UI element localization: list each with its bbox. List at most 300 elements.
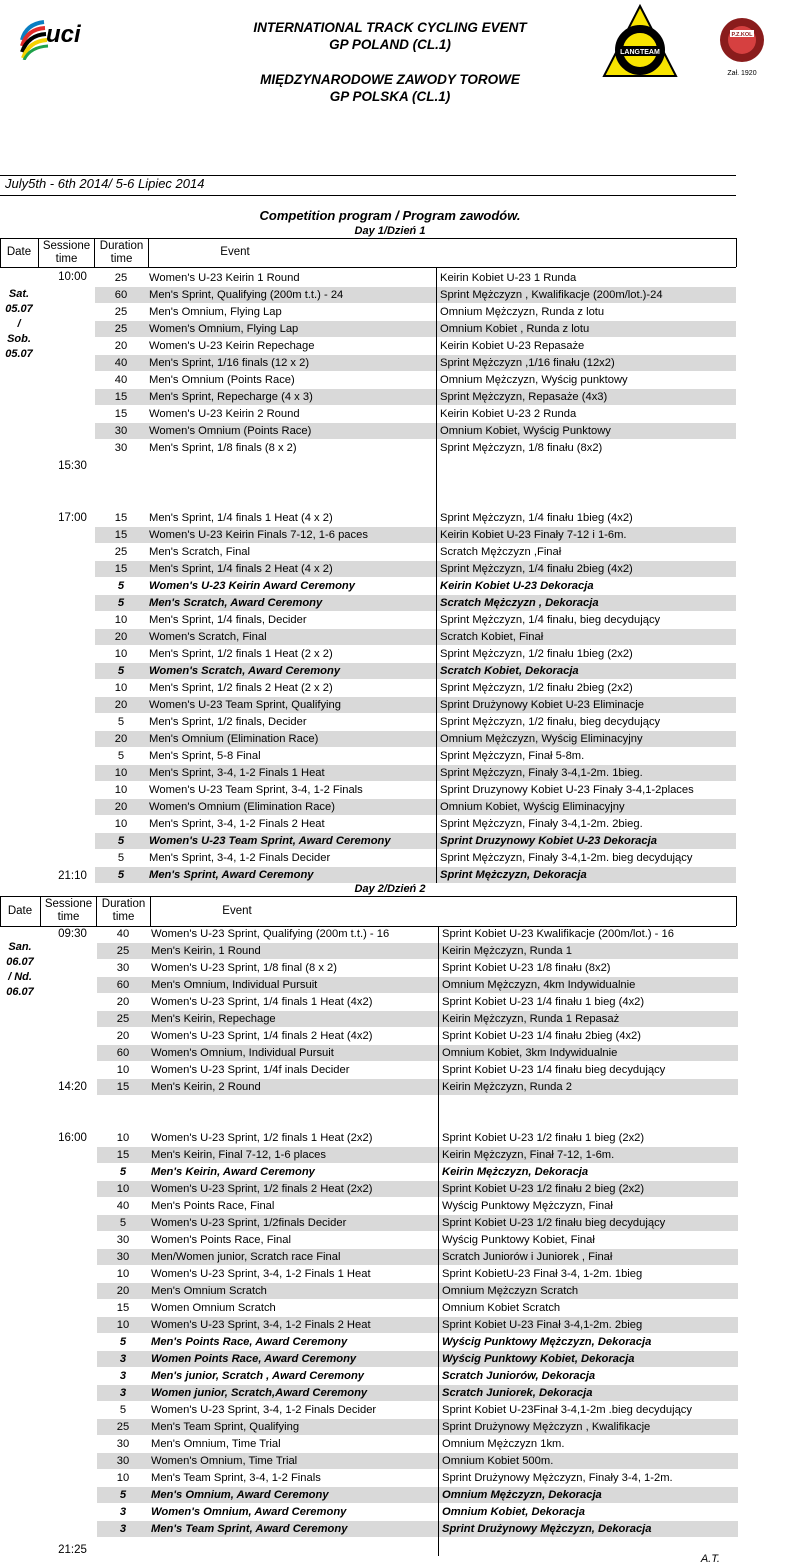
event-duration: 15 — [114, 529, 128, 541]
day2-date-label: San. 06.07 / Nd. 06.07 — [6, 941, 34, 998]
column-divider — [438, 1266, 439, 1282]
event-row — [97, 1181, 738, 1197]
column-divider — [436, 321, 437, 337]
event-name-en: Women's U-23 Keirin Repechage — [149, 340, 315, 352]
event-duration: 10 — [114, 818, 128, 830]
event-name-pl: Omnium Kobiet, Wyścig Punktowy — [440, 425, 611, 437]
day2-time-break: 14:20 — [58, 1081, 87, 1093]
event-name-en: Men's Omnium (Elimination Race) — [149, 733, 319, 745]
event-name-pl: Sprint Mężczyzn, 1/4 finału, bieg decydujący — [440, 614, 661, 626]
event-duration: 10 — [114, 682, 128, 694]
column-divider — [436, 697, 437, 713]
event-name-en: Men's Keirin, Final 7-12, 1-6 places — [151, 1149, 327, 1161]
event-name-en: Men's Omnium Scratch — [151, 1285, 267, 1297]
event-name-en: Women's Omnium, Award Ceremony — [151, 1506, 347, 1518]
event-duration: 20 — [114, 699, 128, 711]
event-row — [95, 527, 736, 543]
event-row — [95, 782, 736, 798]
event-name-en: Women's U-23 Sprint, 1/2 finals 1 Heat (2x2) — [151, 1132, 373, 1144]
column-divider — [438, 1062, 439, 1078]
column-divider — [436, 680, 437, 696]
event-name-pl: Scratch Kobiet, Dekoracja — [440, 665, 579, 677]
svg-text:Zał. 1920: Zał. 1920 — [727, 70, 757, 77]
event-name-pl: Keirin Kobiet U-23 Dekoracja — [440, 580, 594, 592]
event-row — [97, 1334, 738, 1350]
column-divider — [438, 1045, 439, 1061]
day1-col-session: Sessione time — [42, 240, 91, 265]
event-row — [97, 1164, 738, 1180]
day1-col-date: Date — [6, 246, 32, 258]
event-name-pl: Omnium Mężczyzn, 4km Indywidualnie — [442, 979, 636, 991]
event-name-pl: Sprint Kobiet U-23 Kwalifikacje (200m/lot.) - 16 — [442, 928, 674, 940]
svg-text:LANGTEAM: LANGTEAM — [620, 49, 660, 56]
day1-title: Day 1/Dzień 1 — [354, 225, 426, 237]
event-row — [95, 765, 736, 781]
event-name-en: Women's U-23 Sprint, 1/4f inals Decider — [151, 1064, 350, 1076]
event-duration: 30 — [116, 1438, 130, 1450]
event-name-en: Women's U-23 Sprint, Qualifying (200m t.t.) - 16 — [151, 928, 390, 940]
event-row — [97, 1045, 738, 1061]
column-divider — [438, 1215, 439, 1231]
event-name-en: Women's U-23 Keirin 2 Round — [149, 408, 300, 420]
event-row — [95, 697, 736, 713]
event-name-en: Men's Sprint, 1/4 finals, Decider — [149, 614, 307, 626]
event-name-en: Women's Omnium (Points Race) — [149, 425, 312, 437]
event-name-pl: Keirin Kobiet U-23 Repasaże — [440, 340, 585, 352]
event-duration: 40 — [114, 357, 128, 369]
day1-vline-4 — [736, 238, 737, 267]
event-name-pl: Keirin Mężczyzn, Runda 2 — [442, 1081, 572, 1093]
column-divider — [438, 1011, 439, 1027]
event-duration: 10 — [116, 1064, 130, 1076]
pzkol-logo — [718, 8, 766, 82]
event-name-en: Men's Scratch, Final — [149, 546, 250, 558]
event-name-pl: Scratch Mężczyzn ,Finał — [440, 546, 562, 558]
event-row — [95, 270, 736, 286]
column-divider — [438, 1436, 439, 1452]
event-duration: 3 — [119, 1387, 127, 1399]
column-divider — [436, 850, 437, 866]
event-name-en: Women's Omnium, Individual Pursuit — [151, 1047, 334, 1059]
event-duration: 5 — [117, 852, 125, 864]
event-row — [95, 561, 736, 577]
event-duration: 10 — [116, 1268, 130, 1280]
event-row — [95, 799, 736, 815]
event-name-en: Men's Keirin, 1 Round — [151, 945, 261, 957]
event-name-pl: Sprint Kobiet U-23 Finał 3-4,1-2m. 2bieg — [442, 1319, 643, 1331]
event-duration: 20 — [116, 1285, 130, 1297]
day2-col-event: Event — [222, 905, 252, 917]
event-name-pl: Sprint Mężczyzn, Finały 3-4,1-2m. 2bieg. — [440, 818, 643, 830]
event-name-pl: Scratch Juniorów, Dekoracja — [442, 1370, 596, 1382]
column-divider — [438, 1147, 439, 1163]
column-divider — [436, 765, 437, 781]
event-name-en: Men's Team Sprint, 3-4, 1-2 Finals — [151, 1472, 321, 1484]
event-duration: 5 — [119, 1489, 127, 1501]
event-name-pl: Sprint Kobiet U-23 1/2 finału 1 bieg (2x2) — [442, 1132, 645, 1144]
column-divider — [438, 1300, 439, 1316]
column-divider — [436, 578, 437, 594]
day1-col-duration: Duration time — [99, 240, 144, 265]
event-duration: 40 — [116, 928, 130, 940]
column-divider — [438, 943, 439, 959]
event-name-en: Men's Scratch, Award Ceremony — [149, 597, 323, 609]
event-row — [95, 321, 736, 337]
event-name-en: Men's Omnium, Time Trial — [151, 1438, 281, 1450]
day2-vline-4 — [736, 896, 737, 926]
event-name-en: Men's Sprint, 1/2 finals 1 Heat (2 x 2) — [149, 648, 333, 660]
event-name-en: Women Points Race, Award Ceremony — [151, 1353, 357, 1365]
event-duration: 15 — [114, 563, 128, 575]
column-divider — [436, 423, 437, 439]
event-duration: 3 — [119, 1523, 127, 1535]
event-name-pl: Sprint Mężczyzn, Finały 3-4,1-2m. bieg decydujący — [440, 852, 693, 864]
event-name-en: Women's Scratch, Final — [149, 631, 267, 643]
program-title: Competition program / Program zawodów. — [259, 208, 521, 223]
event-name-en: Women's Omnium, Time Trial — [151, 1455, 298, 1467]
event-name-en: Men's Omnium, Award Ceremony — [151, 1489, 329, 1501]
event-row — [97, 1436, 738, 1452]
day1-vline-3 — [148, 238, 149, 267]
event-duration: 20 — [116, 1030, 130, 1042]
event-row — [97, 1453, 738, 1469]
event-name-pl: Omnium Mężczyzn, Wyścig Eliminacyjny — [440, 733, 643, 745]
event-row — [95, 646, 736, 662]
event-name-pl: Sprint Mężczyzn, 1/2 finału 2bieg (2x2) — [440, 682, 633, 694]
event-duration: 15 — [116, 1302, 130, 1314]
event-duration: 5 — [119, 1217, 127, 1229]
column-divider — [436, 355, 437, 371]
footer-initials: A.T. — [700, 1553, 720, 1565]
column-divider — [436, 748, 437, 764]
event-name-en: Women's U-23 Sprint, 1/8 final (8 x 2) — [151, 962, 337, 974]
column-divider — [436, 440, 437, 456]
event-duration: 15 — [114, 512, 128, 524]
column-divider — [438, 1368, 439, 1384]
column-divider — [438, 1470, 439, 1486]
langteam-logo — [602, 4, 678, 80]
event-name-en: Men's Sprint, 5-8 Final — [149, 750, 261, 762]
event-name-pl: Sprint Kobiet U-23 1/2 finału bieg decydujący — [442, 1217, 666, 1229]
column-divider — [438, 977, 439, 993]
event-duration: 3 — [119, 1370, 127, 1382]
event-name-en: Women's Scratch, Award Ceremony — [149, 665, 341, 677]
event-row — [95, 748, 736, 764]
event-name-en: Men's Sprint, Qualifying (200m t.t.) - 24 — [149, 289, 344, 301]
column-divider — [438, 1249, 439, 1265]
column-divider — [438, 1079, 439, 1095]
event-name-pl: Omnium Mężczyzn, Wyścig punktowy — [440, 374, 628, 386]
event-duration: 25 — [116, 945, 130, 957]
event-name-pl: Sprint Mężczyzn, 1/2 finału 1bieg (2x2) — [440, 648, 633, 660]
event-name-en: Women's U-23 Sprint, 3-4, 1-2 Finals 1 Heat — [151, 1268, 371, 1280]
event-row — [95, 595, 736, 611]
event-name-en: Men's junior, Scratch , Award Ceremony — [151, 1370, 364, 1382]
event-name-en: Men's Sprint, Repecharge (4 x 3) — [149, 391, 313, 403]
day2-vline-3 — [150, 896, 151, 926]
event-row — [97, 1062, 738, 1078]
event-name-pl: Scratch Juniorek, Dekoracja — [442, 1387, 593, 1399]
event-name-pl: Omnium Kobiet , Runda z lotu — [440, 323, 590, 335]
column-divider — [436, 612, 437, 628]
event-duration: 25 — [114, 546, 128, 558]
event-duration: 20 — [114, 631, 128, 643]
column-divider — [436, 372, 437, 388]
event-name-pl: Sprint Mężczyzn ,1/16 finału (12x2) — [440, 357, 615, 369]
event-name-en: Men's Team Sprint, Qualifying — [151, 1421, 300, 1433]
event-name-en: Women's U-23 Team Sprint, Qualifying — [149, 699, 341, 711]
column-divider — [436, 782, 437, 798]
event-name-pl: Sprint Kobiet U-23 1/4 finału 1 bieg (4x2) — [442, 996, 645, 1008]
event-duration: 15 — [116, 1081, 130, 1093]
event-row — [95, 680, 736, 696]
event-name-pl: Omnium Kobiet, Dekoracja — [442, 1506, 585, 1518]
event-name-pl: Omnium Mężczyzn 1km. — [442, 1438, 565, 1450]
event-name-en: Men's Team Sprint, Award Ceremony — [151, 1523, 348, 1535]
event-name-en: Men's Points Race, Final — [151, 1200, 275, 1212]
event-duration: 5 — [117, 869, 125, 881]
event-name-pl: Omnium Mężczyzn, Runda z lotu — [440, 306, 605, 318]
event-duration: 5 — [117, 597, 125, 609]
event-duration: 3 — [119, 1506, 127, 1518]
event-name-pl: Omnium Kobiet, Wyścig Eliminacyjny — [440, 801, 625, 813]
event-name-en: Women's U-23 Sprint, 1/2 finals 2 Heat (2x2) — [151, 1183, 373, 1195]
event-name-en: Men's Keirin, Award Ceremony — [151, 1166, 315, 1178]
event-row — [97, 1232, 738, 1248]
event-name-en: Women's U-23 Team Sprint, 3-4, 1-2 Finals — [149, 784, 363, 796]
event-duration: 30 — [116, 962, 130, 974]
event-name-en: Men's Keirin, 2 Round — [151, 1081, 261, 1093]
column-divider — [436, 510, 437, 526]
event-row — [97, 960, 738, 976]
event-name-pl: Sprint Mężczyzn, 1/8 finału (8x2) — [440, 442, 603, 454]
day1-header-top — [0, 238, 736, 239]
event-row — [97, 1300, 738, 1316]
event-row — [97, 1419, 738, 1435]
event-name-pl: Keirin Mężczyzn, Dekoracja — [442, 1166, 589, 1178]
column-divider — [436, 867, 437, 883]
column-divider — [436, 646, 437, 662]
event-duration: 5 — [117, 750, 125, 762]
event-row — [97, 1385, 738, 1401]
day1-header-bottom — [0, 267, 736, 268]
column-divider — [436, 799, 437, 815]
event-row — [95, 612, 736, 628]
column-divider — [436, 731, 437, 747]
event-row — [97, 1266, 738, 1282]
day2-title: Day 2/Dzień 2 — [354, 883, 426, 895]
day2-col-date: Date — [7, 905, 33, 917]
event-duration: 25 — [116, 1421, 130, 1433]
event-name-en: Men's Omnium, Flying Lap — [149, 306, 282, 318]
column-divider — [438, 1283, 439, 1299]
event-duration: 60 — [116, 1047, 130, 1059]
event-name-en: Women's U-23 Sprint, 1/4 finals 1 Heat (4x2) — [151, 996, 373, 1008]
event-name-pl: Keirin Kobiet U-23 Finały 7-12 i 1-6m. — [440, 529, 627, 541]
event-row — [97, 943, 738, 959]
event-name-pl: Keirin Mężczyzn, Runda 1 Repasaż — [442, 1013, 620, 1025]
event-row — [97, 1402, 738, 1418]
event-row — [95, 372, 736, 388]
event-name-en: Men's Sprint, 3-4, 1-2 Finals 2 Heat — [149, 818, 325, 830]
day2-col-session: Sessione time — [44, 898, 93, 923]
event-row — [97, 1521, 738, 1537]
event-row — [97, 1028, 738, 1044]
column-divider — [438, 1198, 439, 1214]
event-row — [97, 1317, 738, 1333]
event-name-pl: Sprint Kobiet U-23 1/4 finału 2bieg (4x2) — [442, 1030, 642, 1042]
event-row — [97, 1130, 738, 1146]
event-duration: 40 — [116, 1200, 130, 1212]
column-divider — [436, 833, 437, 849]
event-name-en: Men's Points Race, Award Ceremony — [151, 1336, 348, 1348]
event-name-pl: Sprint Drużynowy Mężczyzn , Kwalifikacje — [442, 1421, 651, 1433]
event-row — [97, 1283, 738, 1299]
event-duration: 10 — [116, 1472, 130, 1484]
event-name-pl: Sprint Kobiet U-23Finał 3-4,1-2m .bieg decydujący — [442, 1404, 692, 1416]
event-duration: 5 — [117, 716, 125, 728]
column-divider — [436, 714, 437, 730]
event-name-pl: Sprint Mężczyzn, Finały 3-4,1-2m. 1bieg. — [440, 767, 643, 779]
event-duration: 15 — [116, 1149, 130, 1161]
column-divider — [438, 1028, 439, 1044]
day2-col-duration: Duration time — [101, 898, 146, 923]
event-row — [97, 1487, 738, 1503]
event-name-pl: Omnium Kobiet 500m. — [442, 1455, 554, 1467]
event-row — [97, 1249, 738, 1265]
event-row — [97, 1351, 738, 1367]
event-name-en: Men/Women junior, Scratch race Final — [151, 1251, 341, 1263]
date-range: July5th - 6th 2014/ 5-6 Lipiec 2014 — [5, 176, 205, 191]
event-name-en: Women's U-23 Sprint, 3-4, 1-2 Finals 2 Heat — [151, 1319, 371, 1331]
column-divider — [438, 926, 439, 942]
column-divider — [436, 527, 437, 543]
event-name-en: Men's Omnium, Individual Pursuit — [151, 979, 318, 991]
event-name-pl: Sprint KobietU-23 Finał 3-4, 1-2m. 1bieg — [442, 1268, 643, 1280]
event-duration: 10 — [114, 767, 128, 779]
event-name-pl: Sprint Kobiet U-23 1/4 finału bieg decydujący — [442, 1064, 666, 1076]
event-row — [95, 338, 736, 354]
event-name-pl: Sprint Kobiet U-23 1/8 finału (8x2) — [442, 962, 611, 974]
event-row — [97, 1198, 738, 1214]
event-name-pl: Omnium Kobiet, 3km Indywidualnie — [442, 1047, 618, 1059]
event-duration: 30 — [114, 442, 128, 454]
event-name-en: Women's U-23 Sprint, 1/2finals Decider — [151, 1217, 347, 1229]
uci-logo — [18, 18, 94, 60]
column-divider — [436, 629, 437, 645]
event-name-en: Women's U-23 Keirin Award Ceremony — [149, 580, 355, 592]
column-divider — [436, 544, 437, 560]
event-name-pl: Sprint Druzynowy Kobiet U-23 Finały 3-4,1-2places — [440, 784, 694, 796]
column-divider — [436, 561, 437, 577]
day1-date-label: Sat. 05.07 / Sob. 05.07 — [5, 288, 33, 360]
event-name-pl: Sprint Druzynowy Kobiet U-23 Dekoracja — [440, 835, 657, 847]
event-name-pl: Omnium Kobiet Scratch — [442, 1302, 561, 1314]
event-row — [95, 578, 736, 594]
event-name-en: Men's Sprint, 3-4, 1-2 Finals 1 Heat — [149, 767, 325, 779]
column-divider — [438, 1453, 439, 1469]
event-duration: 40 — [114, 374, 128, 386]
column-divider — [436, 270, 437, 286]
event-duration: 25 — [114, 306, 128, 318]
event-duration: 10 — [114, 648, 128, 660]
column-divider — [438, 1402, 439, 1418]
event-row — [95, 867, 736, 883]
event-name-en: Women Omnium Scratch — [151, 1302, 276, 1314]
event-name-en: Men's Sprint, 1/16 finals (12 x 2) — [149, 357, 310, 369]
event-row — [95, 816, 736, 832]
column-divider — [436, 406, 437, 422]
event-name-en: Men's Sprint, Award Ceremony — [149, 869, 314, 881]
event-duration: 20 — [114, 801, 128, 813]
event-row — [97, 1147, 738, 1163]
column-divider — [436, 287, 437, 303]
column-divider — [436, 389, 437, 405]
event-name-en: Women's Omnium (Elimination Race) — [149, 801, 335, 813]
event-name-pl: Wyścig Punktowy Kobiet, Finał — [442, 1234, 595, 1246]
event-name-pl: Keirin Mężczyzn, Runda 1 — [442, 945, 572, 957]
event-name-en: Women's U-23 Sprint, 3-4, 1-2 Finals Decider — [151, 1404, 377, 1416]
column-divider — [438, 1334, 439, 1350]
event-duration: 25 — [114, 323, 128, 335]
event-row — [95, 423, 736, 439]
day2-time-resume: 16:00 — [58, 1132, 87, 1144]
event-duration: 5 — [117, 665, 125, 677]
event-row — [95, 304, 736, 320]
event-name-pl: Sprint Mężczyzn, Dekoracja — [440, 869, 587, 881]
event-name-en: Men's Sprint, 1/4 finals 2 Heat (4 x 2) — [149, 563, 333, 575]
event-duration: 60 — [114, 289, 128, 301]
column-divider — [438, 1419, 439, 1435]
svg-text:P.Z.KOL: P.Z.KOL — [731, 32, 753, 38]
event-duration: 3 — [119, 1353, 127, 1365]
column-divider — [438, 1504, 439, 1520]
event-duration: 5 — [119, 1404, 127, 1416]
event-row — [97, 1504, 738, 1520]
event-row — [95, 389, 736, 405]
event-row — [95, 833, 736, 849]
title-pl-line2: GP POLSKA (CL.1) — [329, 89, 451, 104]
column-divider — [438, 1351, 439, 1367]
event-row — [97, 977, 738, 993]
event-duration: 30 — [116, 1234, 130, 1246]
event-name-pl: Scratch Mężczyzn , Dekoracja — [440, 597, 599, 609]
event-name-en: Women's Points Race, Final — [151, 1234, 291, 1246]
day2-time-end: 21:25 — [58, 1544, 87, 1556]
event-name-en: Women's U-23 Sprint, 1/4 finals 2 Heat (4x2) — [151, 1030, 373, 1042]
event-name-en: Women junior, Scratch,Award Ceremony — [151, 1387, 368, 1399]
event-duration: 10 — [116, 1183, 130, 1195]
event-row — [97, 1215, 738, 1231]
event-duration: 10 — [116, 1319, 130, 1331]
svg-text:uci: uci — [46, 21, 81, 48]
title-en-line1: INTERNATIONAL TRACK CYCLING EVENT — [253, 20, 527, 35]
event-duration: 10 — [114, 614, 128, 626]
event-name-pl: Wyścig Punktowy Mężczyzn, Finał — [442, 1200, 613, 1212]
event-duration: 5 — [117, 835, 125, 847]
event-duration: 20 — [116, 996, 130, 1008]
event-name-en: Women's Omnium, Flying Lap — [149, 323, 299, 335]
day1-time-resume: 17:00 — [58, 512, 87, 524]
event-row — [95, 440, 736, 456]
title-en-line2: GP POLAND (CL.1) — [329, 37, 451, 52]
event-duration: 15 — [114, 391, 128, 403]
event-duration: 10 — [114, 784, 128, 796]
event-duration: 10 — [116, 1132, 130, 1144]
event-duration: 30 — [114, 425, 128, 437]
date-rule — [0, 195, 736, 196]
event-name-pl: Keirin Kobiet U-23 2 Runda — [440, 408, 577, 420]
